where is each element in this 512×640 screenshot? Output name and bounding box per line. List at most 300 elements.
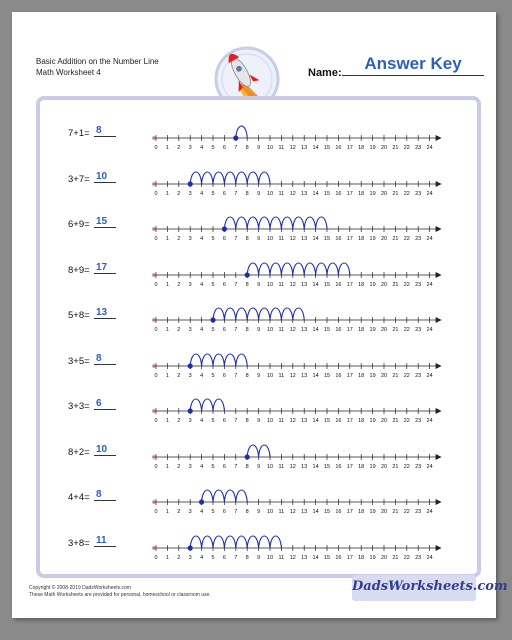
- tick-label: 3: [188, 372, 192, 379]
- tick-label: 18: [358, 281, 365, 288]
- problem-row: [40, 118, 477, 151]
- tick-label: 10: [266, 327, 274, 333]
- tick-label: 12: [289, 236, 296, 242]
- tick-label: 23: [415, 509, 422, 515]
- tick-label: 5: [211, 145, 215, 151]
- tick-label: 13: [301, 509, 308, 515]
- tick-label: 13: [301, 145, 308, 151]
- tick-label: 14: [312, 463, 319, 470]
- tick-label: 2: [177, 145, 181, 151]
- problem-equation: 3+3=: [68, 401, 90, 412]
- tick-label: 11: [278, 418, 285, 424]
- brand-logo: [352, 575, 508, 601]
- arrow-head-icon: [436, 226, 442, 232]
- tick-label: 17: [346, 281, 353, 288]
- tick-label: 20: [380, 327, 388, 333]
- tick-label: 17: [346, 190, 353, 197]
- tick-label: 2: [177, 327, 181, 333]
- brand-text: DadsWorksheets.com: [352, 579, 508, 594]
- jump-arc: [259, 445, 270, 457]
- jump-arc: [224, 536, 235, 548]
- tick-label: 7: [234, 327, 238, 333]
- tick-label: 16: [335, 145, 342, 151]
- tick-label: 8: [245, 281, 249, 288]
- tick-label: 21: [392, 418, 399, 424]
- jump-arc: [224, 172, 235, 184]
- tick-label: 22: [403, 463, 410, 470]
- name-line: [342, 75, 484, 76]
- tick-label: 23: [415, 327, 422, 333]
- problem-row: [40, 164, 477, 197]
- tick-label: 5: [211, 281, 215, 288]
- jump-arc: [304, 217, 315, 229]
- jump-arc: [247, 172, 258, 184]
- tick-label: 1: [165, 554, 169, 561]
- jump-arc: [304, 263, 315, 275]
- problem-row: [40, 391, 477, 424]
- tick-label: 1: [165, 145, 169, 151]
- tick-label: 2: [177, 281, 181, 288]
- jump-arc: [236, 308, 247, 320]
- tick-label: 15: [323, 463, 331, 470]
- arrow-head-icon: [436, 454, 442, 460]
- tick-label: 4: [200, 418, 204, 424]
- tick-label: 19: [369, 418, 376, 424]
- tick-label: 3: [188, 145, 192, 151]
- tick-label: 20: [380, 463, 388, 470]
- footer-copyright: [29, 585, 211, 599]
- tick-label: 6: [222, 327, 226, 333]
- tick-label: 3: [188, 509, 192, 515]
- jump-arc: [224, 490, 235, 502]
- tick-label: 6: [222, 463, 226, 470]
- tick-label: 4: [200, 327, 204, 333]
- arrow-head-icon: [436, 363, 442, 369]
- tick-label: 1: [165, 281, 169, 288]
- jump-arc: [270, 308, 281, 320]
- jump-arc: [327, 263, 338, 275]
- tick-label: 7: [234, 509, 238, 515]
- jump-arc: [270, 263, 281, 275]
- tick-label: 4: [200, 145, 204, 151]
- tick-label: 8: [245, 190, 249, 197]
- tick-label: 8: [245, 509, 249, 515]
- tick-label: 22: [403, 327, 410, 333]
- number-line: [132, 431, 462, 477]
- tick-label: 2: [177, 509, 181, 515]
- tick-label: 4: [200, 236, 204, 242]
- tick-label: 6: [222, 509, 226, 515]
- tick-label: 11: [278, 509, 285, 515]
- tick-label: 9: [257, 145, 261, 151]
- tick-label: 19: [369, 554, 376, 561]
- tick-label: 1: [165, 418, 169, 424]
- jump-arc: [259, 172, 270, 184]
- line-start-dot: [152, 227, 156, 231]
- number-line: [132, 158, 462, 204]
- jump-arc: [213, 490, 224, 502]
- tick-label: 5: [211, 327, 215, 333]
- start-point-dot: [188, 545, 193, 550]
- tick-label: 14: [312, 190, 319, 197]
- jump-arc: [213, 399, 224, 411]
- tick-label: 14: [312, 327, 319, 333]
- tick-label: 24: [426, 281, 433, 288]
- jump-arc: [270, 536, 281, 548]
- tick-label: 6: [222, 190, 226, 197]
- tick-label: 6: [222, 554, 226, 561]
- problems-frame: [36, 96, 481, 578]
- tick-label: 23: [415, 145, 422, 151]
- line-start-dot: [152, 182, 156, 186]
- tick-label: 10: [266, 463, 274, 470]
- start-point-dot: [210, 317, 215, 322]
- arrow-head-icon: [436, 499, 442, 505]
- tick-label: 13: [301, 190, 308, 197]
- tick-label: 19: [369, 281, 376, 288]
- jump-arc: [293, 308, 304, 320]
- tick-label: 23: [415, 190, 422, 197]
- tick-label: 12: [289, 281, 296, 288]
- tick-label: 0: [154, 554, 158, 561]
- tick-label: 9: [257, 281, 261, 288]
- problem-answer: 10: [94, 444, 116, 456]
- problem-answer: 17: [94, 262, 116, 274]
- tick-label: 23: [415, 463, 422, 470]
- tick-label: 7: [234, 145, 238, 151]
- tick-label: 19: [369, 509, 376, 515]
- tick-label: 8: [245, 327, 249, 333]
- tick-label: 14: [312, 281, 319, 288]
- tick-label: 24: [426, 554, 433, 561]
- tick-label: 10: [266, 281, 274, 288]
- tick-label: 10: [266, 372, 274, 379]
- tick-label: 4: [200, 190, 204, 197]
- tick-label: 1: [165, 327, 169, 333]
- tick-label: 17: [346, 418, 353, 424]
- tick-label: 2: [177, 554, 181, 561]
- tick-label: 12: [289, 463, 296, 470]
- tick-label: 5: [211, 509, 215, 515]
- tick-label: 15: [323, 418, 331, 424]
- tick-label: 0: [154, 190, 158, 197]
- tick-label: 8: [245, 372, 249, 379]
- jump-arc: [270, 217, 281, 229]
- tick-label: 21: [392, 145, 399, 151]
- tick-label: 17: [346, 236, 353, 242]
- number-line: [132, 294, 462, 340]
- tick-label: 12: [289, 145, 296, 151]
- tick-label: 2: [177, 372, 181, 379]
- tick-label: 3: [188, 190, 192, 197]
- tick-label: 23: [415, 281, 422, 288]
- tick-label: 9: [257, 554, 261, 561]
- tick-label: 21: [392, 463, 399, 470]
- tick-label: 19: [369, 190, 376, 197]
- tick-label: 23: [415, 554, 422, 561]
- tick-label: 5: [211, 463, 215, 470]
- tick-label: 21: [392, 327, 399, 333]
- tick-label: 15: [323, 372, 331, 379]
- tick-label: 9: [257, 372, 261, 379]
- tick-label: 13: [301, 554, 308, 561]
- tick-label: 6: [222, 372, 226, 379]
- tick-label: 24: [426, 145, 433, 151]
- tick-label: 5: [211, 236, 215, 242]
- tick-label: 16: [335, 509, 342, 515]
- tick-label: 24: [426, 509, 433, 515]
- jump-arc: [316, 217, 327, 229]
- tick-label: 0: [154, 463, 158, 470]
- tick-label: 4: [200, 281, 204, 288]
- start-point-dot: [199, 499, 204, 504]
- jump-arc: [281, 308, 292, 320]
- arrow-head-icon: [436, 408, 442, 414]
- problem-answer: 8: [94, 489, 116, 501]
- tick-label: 2: [177, 418, 181, 424]
- tick-label: 5: [211, 554, 215, 561]
- tick-label: 7: [234, 372, 238, 379]
- tick-label: 21: [392, 509, 399, 515]
- answer-key-heading: Answer Key: [364, 54, 462, 73]
- number-line: [132, 522, 462, 568]
- tick-label: 12: [289, 509, 296, 515]
- tick-label: 9: [257, 327, 261, 333]
- jump-arc: [236, 172, 247, 184]
- start-point-dot: [188, 181, 193, 186]
- tick-label: 18: [358, 554, 365, 561]
- tick-label: 19: [369, 236, 376, 242]
- jump-arc: [293, 217, 304, 229]
- tick-label: 3: [188, 463, 192, 470]
- tick-label: 0: [154, 418, 158, 424]
- tick-label: 0: [154, 509, 158, 515]
- tick-label: 16: [335, 236, 342, 242]
- tick-label: 9: [257, 509, 261, 515]
- tick-label: 3: [188, 554, 192, 561]
- tick-label: 15: [323, 145, 331, 151]
- tick-label: 7: [234, 418, 238, 424]
- problem-answer: 10: [94, 171, 116, 183]
- arrow-head-icon: [436, 545, 442, 551]
- tick-label: 12: [289, 327, 296, 333]
- arrow-head-icon: [436, 135, 442, 141]
- worksheet-title: Basic Addition on the Number Line: [36, 57, 159, 66]
- tick-label: 15: [323, 281, 331, 288]
- tick-label: 21: [392, 372, 399, 379]
- tick-label: 22: [403, 554, 410, 561]
- tick-label: 17: [346, 509, 353, 515]
- tick-label: 22: [403, 236, 410, 242]
- tick-label: 15: [323, 190, 331, 197]
- tick-label: 7: [234, 554, 238, 561]
- tick-label: 11: [278, 554, 285, 561]
- tick-label: 18: [358, 418, 365, 424]
- arrow-head-icon: [436, 317, 442, 323]
- start-point-dot: [245, 454, 250, 459]
- problem-row: [40, 346, 477, 379]
- tick-label: 17: [346, 372, 353, 379]
- tick-label: 23: [415, 418, 422, 424]
- tick-label: 13: [301, 236, 308, 242]
- problem-equation: 5+8=: [68, 310, 90, 321]
- tick-label: 23: [415, 372, 422, 379]
- tick-label: 0: [154, 236, 158, 242]
- tick-label: 15: [323, 236, 331, 242]
- line-start-dot: [152, 546, 156, 550]
- tick-label: 14: [312, 372, 319, 379]
- tick-label: 10: [266, 418, 274, 424]
- tick-label: 14: [312, 418, 319, 424]
- tick-label: 11: [278, 145, 285, 151]
- tick-label: 12: [289, 372, 296, 379]
- tick-label: 16: [335, 327, 342, 333]
- tick-label: 24: [426, 190, 433, 197]
- tick-label: 18: [358, 145, 365, 151]
- tick-label: 10: [266, 145, 274, 151]
- tick-label: 4: [200, 463, 204, 470]
- jump-arc: [247, 217, 258, 229]
- problem-equation: 7+1=: [68, 128, 90, 139]
- jump-arc: [202, 536, 213, 548]
- jump-arc: [247, 536, 258, 548]
- problem-answer: 13: [94, 307, 116, 319]
- tick-label: 15: [323, 554, 331, 561]
- tick-label: 9: [257, 236, 261, 242]
- tick-label: 8: [245, 418, 249, 424]
- tick-label: 6: [222, 418, 226, 424]
- tick-label: 13: [301, 372, 308, 379]
- tick-label: 24: [426, 463, 433, 470]
- problem-row: [40, 437, 477, 470]
- tick-label: 16: [335, 281, 342, 288]
- tick-label: 20: [380, 372, 388, 379]
- jump-arc: [202, 172, 213, 184]
- tick-label: 3: [188, 327, 192, 333]
- tick-label: 18: [358, 463, 365, 470]
- tick-label: 0: [154, 372, 158, 379]
- jump-arc: [259, 308, 270, 320]
- problem-answer: 6: [94, 398, 116, 410]
- tick-label: 19: [369, 372, 376, 379]
- arrow-head-icon: [436, 181, 442, 187]
- jump-arc: [236, 536, 247, 548]
- tick-label: 8: [245, 463, 249, 470]
- tick-label: 21: [392, 190, 399, 197]
- tick-label: 16: [335, 554, 342, 561]
- tick-label: 10: [266, 554, 274, 561]
- tick-label: 2: [177, 463, 181, 470]
- tick-label: 7: [234, 281, 238, 288]
- tick-label: 20: [380, 509, 388, 515]
- problem-answer: 11: [94, 535, 116, 547]
- tick-label: 15: [323, 509, 331, 515]
- tick-label: 24: [426, 236, 433, 242]
- tick-label: 9: [257, 190, 261, 197]
- tick-label: 9: [257, 418, 261, 424]
- copyright-text: Copyright © 2008-2019 DadsWorksheets.com: [29, 585, 131, 591]
- jump-arc: [224, 354, 235, 366]
- jump-arc: [316, 263, 327, 275]
- number-line: [132, 203, 462, 249]
- tick-label: 17: [346, 145, 353, 151]
- jump-arc: [281, 217, 292, 229]
- tick-label: 20: [380, 145, 388, 151]
- jump-arc: [202, 399, 213, 411]
- tick-label: 0: [154, 145, 158, 151]
- start-point-dot: [188, 363, 193, 368]
- jump-arc: [236, 354, 247, 366]
- problem-equation: 6+9=: [68, 219, 90, 230]
- tick-label: 22: [403, 372, 410, 379]
- problem-equation: 8+9=: [68, 264, 90, 276]
- tick-label: 16: [335, 372, 342, 379]
- jump-arc: [213, 536, 224, 548]
- tick-label: 22: [403, 281, 410, 288]
- tick-label: 2: [177, 190, 181, 197]
- jump-arc: [259, 217, 270, 229]
- jump-arc: [224, 308, 235, 320]
- number-line: [132, 476, 462, 522]
- jump-arc: [259, 536, 270, 548]
- problem-row: [40, 255, 477, 288]
- tick-label: 5: [211, 190, 215, 197]
- name-label: Name:: [308, 67, 342, 79]
- line-start-dot: [152, 273, 156, 277]
- tick-label: 6: [222, 281, 226, 288]
- tick-label: 24: [426, 327, 433, 333]
- tick-label: 13: [301, 463, 308, 470]
- tick-label: 4: [200, 372, 204, 379]
- jump-arc: [338, 263, 349, 275]
- tick-label: 1: [165, 372, 169, 379]
- tick-label: 14: [312, 236, 319, 242]
- tick-label: 8: [245, 236, 249, 242]
- worksheet-page: [12, 12, 508, 618]
- tick-label: 0: [154, 327, 158, 333]
- problem-equation: 3+5=: [68, 355, 90, 367]
- tick-label: 22: [403, 145, 410, 151]
- tick-label: 24: [426, 372, 433, 379]
- tick-label: 10: [266, 190, 274, 197]
- tick-label: 1: [165, 509, 169, 515]
- tick-label: 8: [245, 554, 249, 561]
- tick-label: 10: [266, 509, 274, 515]
- problem-row: [40, 528, 477, 561]
- tick-label: 16: [335, 463, 342, 470]
- tick-label: 16: [335, 418, 342, 424]
- tick-label: 20: [380, 554, 388, 561]
- problem-answer: 8: [94, 353, 116, 365]
- start-point-dot: [188, 408, 193, 413]
- jump-arc: [259, 263, 270, 275]
- jump-arc: [293, 263, 304, 275]
- tick-label: 5: [211, 372, 215, 379]
- problem-row: [40, 482, 477, 515]
- tick-label: 14: [312, 554, 319, 561]
- tick-label: 11: [278, 327, 285, 333]
- tick-label: 17: [346, 327, 353, 333]
- tick-label: 10: [266, 236, 274, 242]
- tick-label: 1: [165, 463, 169, 470]
- tick-label: 17: [346, 554, 353, 561]
- tick-label: 21: [392, 281, 399, 288]
- tick-label: 3: [188, 281, 192, 288]
- number-line: [132, 112, 462, 158]
- tick-label: 18: [358, 372, 365, 379]
- tick-label: 20: [380, 281, 388, 288]
- problem-row: [40, 300, 477, 333]
